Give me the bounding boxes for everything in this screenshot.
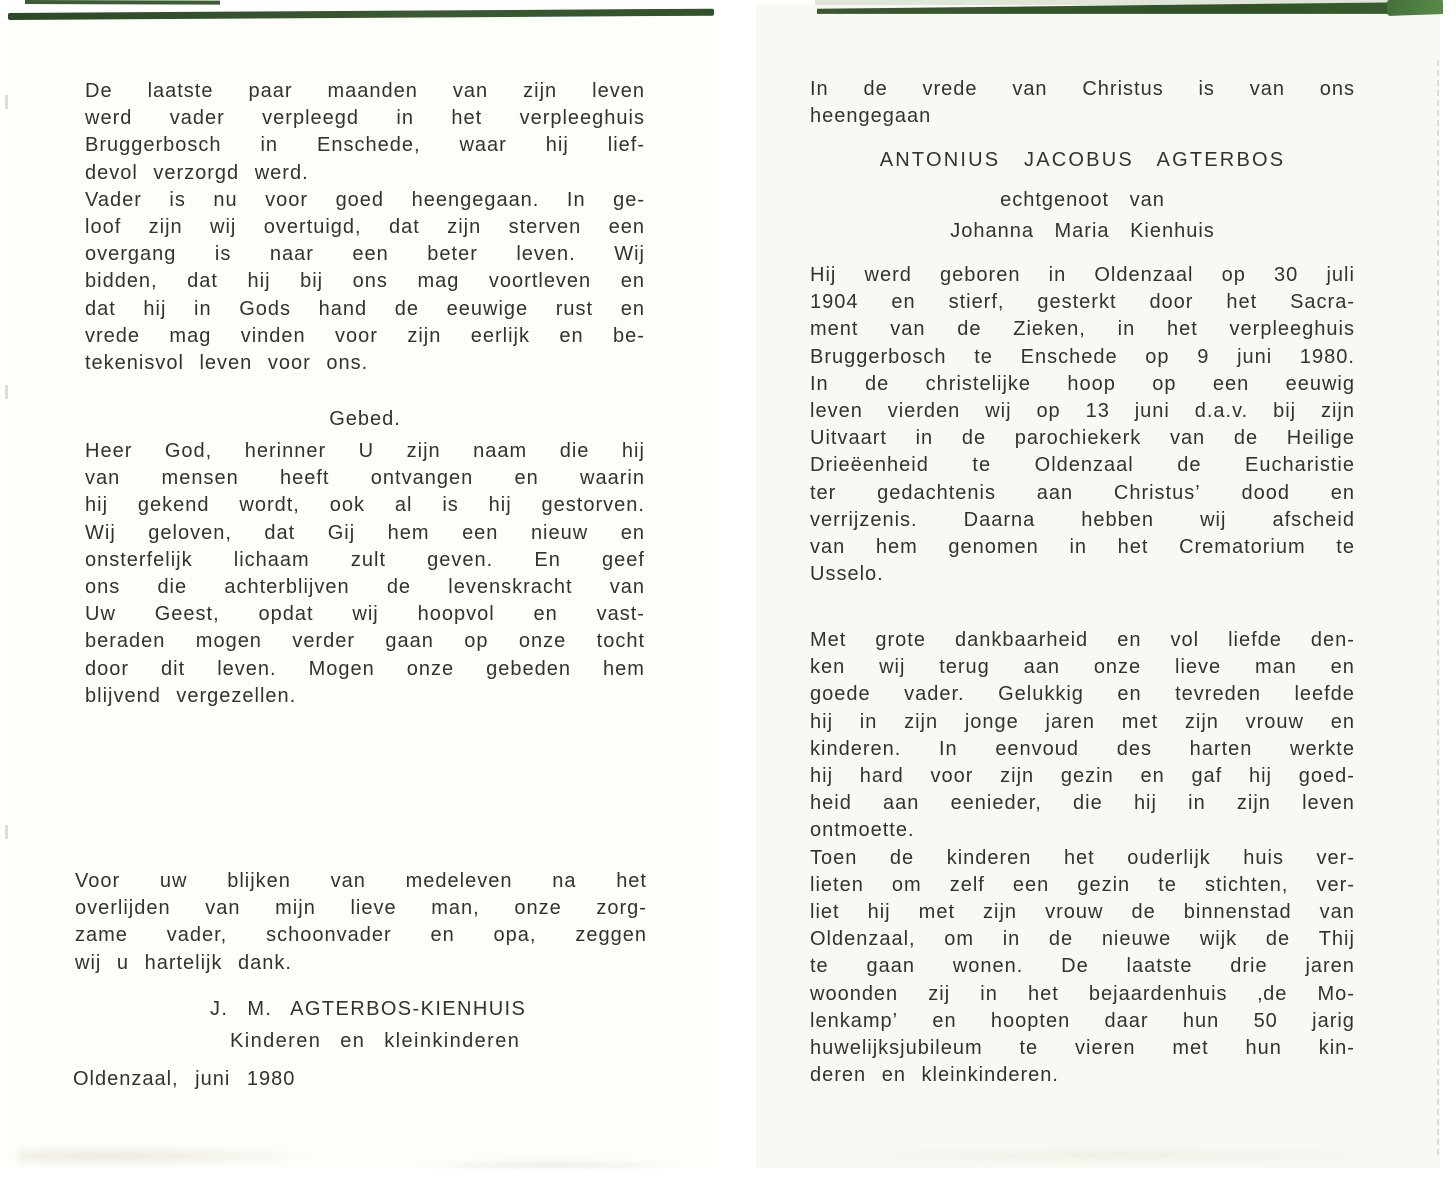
text-line: tekenisvol leven voor ons. bbox=[85, 352, 369, 375]
intro-paragraph bbox=[810, 76, 1355, 130]
biography-paragraph-2 bbox=[810, 627, 1355, 1089]
text-line: dat hij in Gods hand de eeuwige rust en bbox=[85, 297, 645, 320]
scan-smudge bbox=[840, 1148, 1400, 1162]
scan-edge-tick bbox=[5, 95, 8, 109]
text-line: overgang is naar een beter leven. Wij bbox=[85, 243, 645, 266]
prayer-paragraph bbox=[85, 438, 645, 710]
text-line: Uitvaart in de parochiekerk van de Heilige bbox=[810, 427, 1355, 450]
text-line: devol verzorgd werd. bbox=[85, 161, 309, 184]
text-line: van mensen heeft ontvangen en waarin bbox=[85, 467, 645, 490]
text-line: overlijden van mijn lieve man, onze zorg- bbox=[75, 897, 647, 920]
text-line: In de vrede van Christus is van ons bbox=[810, 78, 1355, 100]
scan-smudge bbox=[420, 1160, 680, 1170]
signature-name: J. M. AGTERBOS-KIENHUIS bbox=[210, 998, 527, 1020]
text-line: heengegaan bbox=[810, 105, 932, 128]
text-line: ment van de Zieken, in het verpleeghuis bbox=[810, 318, 1355, 341]
text-line: verrijzenis. Daarna hebben wij afscheid bbox=[810, 508, 1355, 531]
text-line: hij hard voor zijn gezin en gaf hij goed- bbox=[810, 765, 1355, 788]
text-line: De laatste paar maanden van zijn leven bbox=[85, 80, 645, 102]
text-line: zame vader, schoonvader en opa, zeggen bbox=[75, 924, 647, 947]
text-line: kinderen. In eenvoud des harten werkte bbox=[810, 737, 1355, 760]
text-line: onsterfelijk lichaam zult geven. En geef bbox=[85, 548, 645, 571]
scan-smudge bbox=[18, 1146, 318, 1166]
left-card-left-edge bbox=[8, 30, 9, 1150]
text-line: Drieëenheid te Oldenzaal de Eucharistie bbox=[810, 454, 1355, 477]
text-line: bidden, dat hij bij ons mag voortleven en bbox=[85, 270, 645, 293]
prayer-heading: Gebed. bbox=[329, 408, 401, 430]
relation-line: echtgenoot van bbox=[1000, 189, 1165, 211]
text-line: wij u hartelijk dank. bbox=[75, 951, 292, 974]
signature-subline: Kinderen en kleinkinderen bbox=[230, 1030, 521, 1052]
text-line: Wij geloven, dat Gij hem een nieuw en bbox=[85, 521, 645, 544]
text-line: hij in zijn jonge jaren met zijn vrouw en bbox=[810, 710, 1355, 733]
text-line: Hij werd geboren in Oldenzaal op 30 juli bbox=[810, 264, 1355, 286]
text-line: ter gedachtenis aan Christus’ dood en bbox=[810, 481, 1355, 504]
text-line: te gaan wonen. De laatste drie jaren bbox=[810, 955, 1355, 978]
text-line: ontmoette. bbox=[810, 819, 915, 842]
text-line: liet hij met zijn vrouw de binnenstad van bbox=[810, 901, 1355, 924]
left-page bbox=[8, 10, 712, 1168]
spouse-name: Johanna Maria Kienhuis bbox=[950, 220, 1215, 242]
scan-edge-tick bbox=[5, 825, 8, 839]
left-paragraph-1 bbox=[85, 78, 645, 377]
text-line: Toen de kinderen het ouderlijk huis ver- bbox=[810, 846, 1355, 869]
right-card-green-edge-end-blob bbox=[1387, 0, 1444, 16]
text-line: Bruggerbosch in Enschede, waar hij lief- bbox=[85, 134, 645, 157]
text-line: lenkamp’ en hoopten daar hun 50 jarig bbox=[810, 1009, 1355, 1032]
text-line: leven vierden wij op 13 juni d.a.v. bij zijn bbox=[810, 400, 1355, 423]
right-card-right-edge bbox=[1437, 60, 1439, 1155]
text-line: heid aan eenieder, die hij in zijn leven bbox=[810, 792, 1355, 815]
text-line: woonden zij in het bejaardenhuis ‚de Mo- bbox=[810, 982, 1355, 1005]
text-line: Bruggerbosch te Enschede op 9 juni 1980. bbox=[810, 345, 1355, 368]
text-line: goede vader. Gelukkig en tevreden leefde bbox=[810, 683, 1355, 706]
biography-paragraph-1 bbox=[810, 262, 1355, 588]
text-line: 1904 en stierf, gesterkt door het Sacra- bbox=[810, 291, 1355, 314]
thanks-paragraph bbox=[75, 868, 647, 977]
text-line: huwelijksjubileum te vieren met hun kin- bbox=[810, 1037, 1355, 1060]
text-line: ons die achterblijven de levenskracht van bbox=[85, 576, 645, 599]
text-line: hij gekend wordt, ook al is hij gestorven. bbox=[85, 494, 645, 517]
text-line: loof zijn wij overtuigd, dat zijn sterven een bbox=[85, 216, 645, 239]
text-line: Heer God, herinner U zijn naam die hij bbox=[85, 440, 645, 462]
text-line: beraden mogen verder gaan op onze tocht bbox=[85, 630, 645, 653]
text-line: Oldenzaal, om in de nieuwe wijk de Thij bbox=[810, 928, 1355, 951]
text-line: deren en kleinkinderen. bbox=[810, 1064, 1059, 1087]
text-line: Vader is nu voor goed heengegaan. In ge- bbox=[85, 188, 645, 211]
scan-edge-tick bbox=[5, 385, 8, 399]
text-line: Met grote dankbaarheid en vol liefde den- bbox=[810, 629, 1355, 651]
text-line: blijvend vergezellen. bbox=[85, 684, 297, 707]
text-line: In de christelijke hoop op een eeuwig bbox=[810, 372, 1355, 395]
text-line: werd vader verpleegd in het verpleeghuis bbox=[85, 107, 645, 130]
text-line: van hem genomen in het Crematorium te bbox=[810, 536, 1355, 559]
text-line: door dit leven. Mogen onze gebeden hem bbox=[85, 657, 645, 680]
deceased-name-heading: ANTONIUS JACOBUS AGTERBOS bbox=[879, 149, 1286, 171]
text-line: Voor uw blijken van medeleven na het bbox=[75, 870, 647, 892]
right-page bbox=[756, 4, 1440, 1168]
text-line: lieten om zelf een gezin te stichten, ver- bbox=[810, 873, 1355, 896]
center-fold-line bbox=[727, 25, 729, 1163]
text-line: Uw Geest, opdat wij hoopvol en vast- bbox=[85, 603, 645, 626]
text-line: ken wij terug aan onze lieve man en bbox=[810, 656, 1355, 679]
text-line: vrede mag vinden voor zijn eerlijk en be- bbox=[85, 324, 645, 347]
text-line: Usselo. bbox=[810, 563, 884, 586]
place-date-line: Oldenzaal, juni 1980 bbox=[73, 1068, 296, 1090]
left-card-top-green-fragment bbox=[25, 0, 220, 5]
